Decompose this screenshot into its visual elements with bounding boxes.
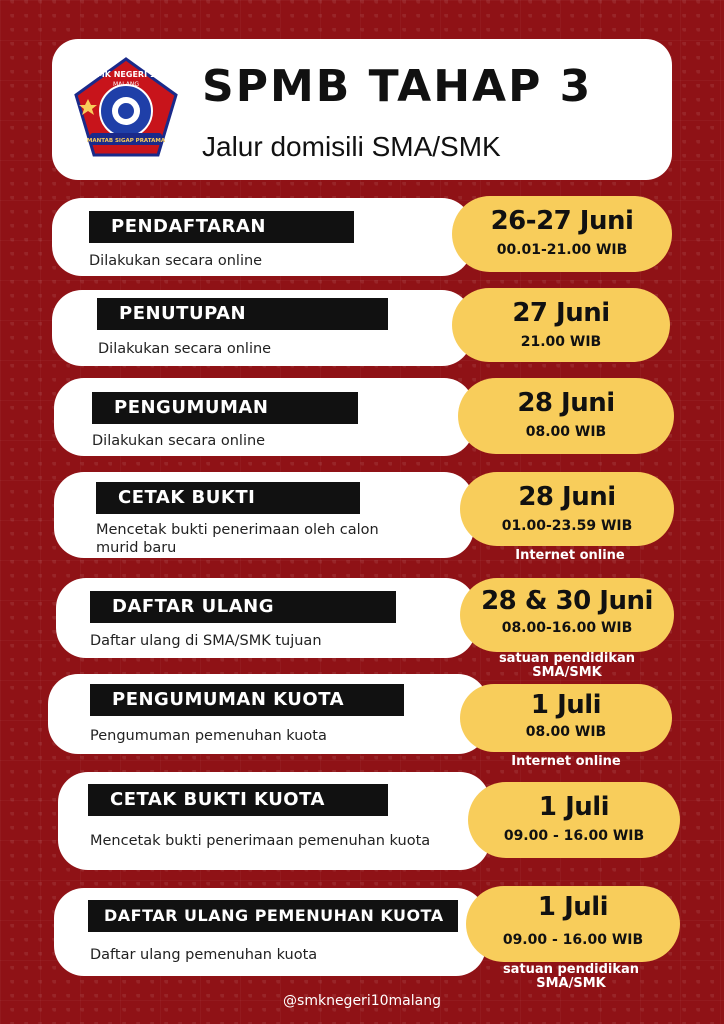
schedule-description: Dilakukan secara online: [92, 433, 266, 449]
schedule-date: 28 Juni: [518, 482, 616, 512]
schedule-description: Mencetak bukti penerimaan oleh calon murid baru: [96, 522, 379, 556]
schedule-description: Dilakukan secara online: [98, 341, 272, 357]
schedule-date-pill: [466, 886, 680, 962]
schedule-date: 1 Juli: [530, 690, 602, 720]
schedule-note: satuan pendidikan SMA/SMK: [498, 651, 636, 680]
schedule-time: 09.00 - 16.00 WIB: [502, 932, 644, 948]
schedule-date-pill: [460, 684, 672, 752]
schedule-description: Daftar ulang di SMA/SMK tujuan: [90, 633, 322, 649]
page-title: SPMB TAHAP 3: [202, 61, 593, 112]
schedule-description: Pengumuman pemenuhan kuota: [90, 728, 327, 744]
schedule-date: 26-27 Juni: [490, 206, 634, 236]
schedule-date: 27 Juni: [512, 298, 610, 328]
schedule-description: Dilakukan secara online: [89, 253, 263, 269]
schedule-date: 1 Juli: [538, 792, 610, 822]
schedule-date: 28 & 30 Juni: [481, 586, 653, 616]
schedule-label: PENDAFTARAN: [89, 211, 354, 243]
logo-banner-text: MANTAB SIGAP PRATAMA: [86, 138, 166, 144]
logo-city-text: MALANG: [112, 81, 140, 88]
school-logo-icon: [72, 55, 180, 163]
schedule-label: PENGUMUMAN: [92, 392, 358, 424]
header-card: [52, 39, 672, 180]
page-subtitle: Jalur domisili SMA/SMK: [202, 131, 501, 162]
schedule-label: DAFTAR ULANG PEMENUHAN KUOTA: [88, 900, 458, 932]
schedule-date: 1 Juli: [537, 892, 609, 922]
schedule-note: Internet online: [515, 548, 625, 563]
schedule-label: CETAK BUKTI: [96, 482, 360, 514]
schedule-note: Internet online: [511, 754, 621, 769]
schedule-description: Daftar ulang pemenuhan kuota: [90, 947, 318, 963]
schedule-time: 08.00 WIB: [525, 424, 607, 440]
schedule-date-pill: [460, 472, 674, 546]
schedule-date-pill: [452, 288, 670, 362]
logo-top-text: SMK NEGERI 10: [91, 70, 161, 79]
schedule-description: Mencetak bukti penerimaan pemenuhan kuota: [90, 833, 431, 849]
schedule-date-pill: [452, 196, 672, 272]
schedule-time: 00.01-21.00 WIB: [496, 242, 628, 258]
schedule-time: 21.00 WIB: [520, 334, 602, 350]
schedule-time: 08.00-16.00 WIB: [501, 620, 633, 636]
schedule-label: PENGUMUMAN KUOTA: [90, 684, 404, 716]
schedule-date-pill: [460, 578, 674, 652]
schedule-time: 08.00 WIB: [525, 724, 607, 740]
schedule-label: PENUTUPAN: [97, 298, 388, 330]
schedule-date-pill: [468, 782, 680, 858]
schedule-date: 28 Juni: [517, 388, 615, 418]
schedule-label: DAFTAR ULANG: [90, 591, 396, 623]
schedule-date-pill: [458, 378, 674, 454]
schedule-label: CETAK BUKTI KUOTA: [88, 784, 388, 816]
social-handle: @smknegeri10malang: [283, 993, 441, 1009]
schedule-note: satuan pendidikan SMA/SMK: [502, 962, 640, 991]
schedule-time: 09.00 - 16.00 WIB: [503, 828, 645, 844]
schedule-time: 01.00-23.59 WIB: [501, 518, 633, 534]
